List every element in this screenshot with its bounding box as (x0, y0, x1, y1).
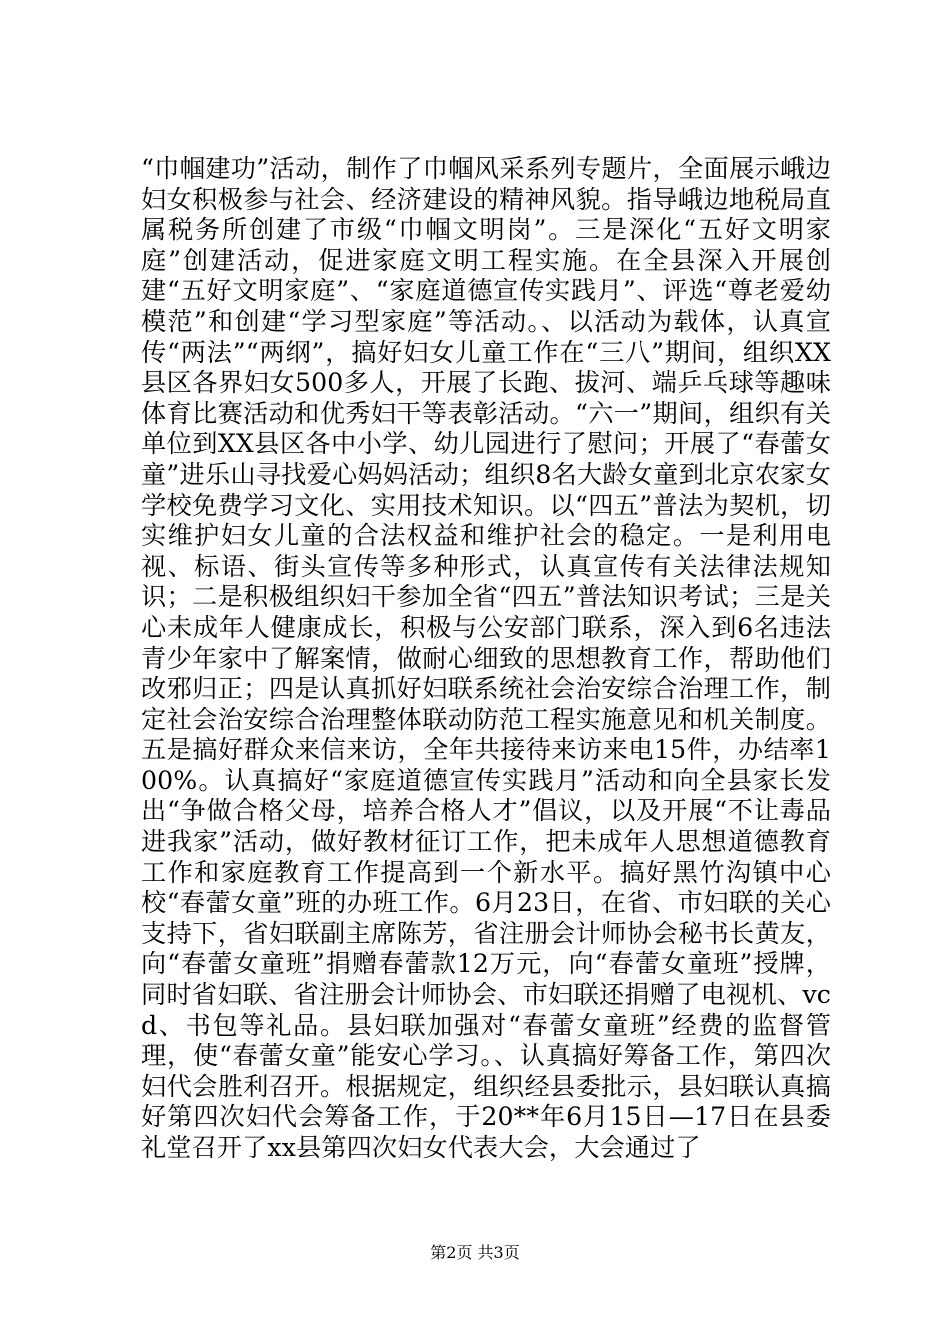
page-footer: 第2页 共3页 (430, 1243, 520, 1262)
body-paragraph: “巾帼建功”活动，制作了巾帼风采系列专题片，全面展示峨边妇女积极参与社会、经济建设的精神风貌。指导峨边地税局直属税务所创建了市级“巾帼文明岗”。三是深化“五好文明家庭”创建活动，促进家庭文明工程实施。在全县深入开展创建“五好文明家庭”、“家庭道德宣传实践月”、评选“尊老爱幼模范”和创建“学习型家庭”等活动。、以活动为载体，认真宣传“两法”“两纲”，搞好妇女儿童工作在“三八”期间，组织XX县区各界妇女500多人，开展了长跑、拔河、端乒乓球等趣味体育比赛活动和优秀妇干等表彰活动。“六一”期间，组织有关单位到XX县区各中小学、幼儿园进行了慰问；开展了“春蕾女童”进乐山寻找爱心妈妈活动；组织8名大龄女童到北京农家女学校免费学习文化、实用技术知识。以“四五”普法为契机，切实维护妇女儿童的合法权益和维护社会的稳定。一是利用电视、标语、街头宣传等多种形式，认真宣传有关法律法规知识；二是积极组织妇干参加全省“四五”普法知识考试；三是关心未成年人健康成长，积极与公安部门联系，深入到6名违法青少年家中了解案情，做耐心细致的思想教育工作，帮助他们改邪归正；四是认真抓好妇联系统社会治安综合治理工作，制定社会治安综合治理整体联动防范工程实施意见和机关制度。五是搞好群众来信来访，全年共接待来访来电15件，办结率100%。认真搞好“家庭道德宣传实践月”活动和向全县家长发出“争做合格父母，培养合格人才”倡议，以及开展“不让毒品进我家”活动，做好教材征订工作，把未成年人思想道德教育工作和家庭教育工作提高到一个新水平。搞好黑竹沟镇中心校“春蕾女童”班的办班工作。6月23日，在省、市妇联的关心支持下，省妇联副主席陈芳，省注册会计师协会秘书长黄友，向“春蕾女童班”捐赠春蕾款12万元，向“春蕾女童班”授牌，同时省妇联、省注册会计师协会、市妇联还捐赠了电视机、vcd、书包等礼品。县妇联加强对“春蕾女童班”经费的监督管理，使“春蕾女童”能安心学习。、认真搞好筹备工作，第四次妇代会胜利召开。根据规定，组织经县委批示，县妇联认真搞好第四次妇代会筹备工作，于20**年6月15日—17日在县委礼堂召开了xx县第四次妇女代表大会，大会通过了 (141, 154, 831, 1162)
